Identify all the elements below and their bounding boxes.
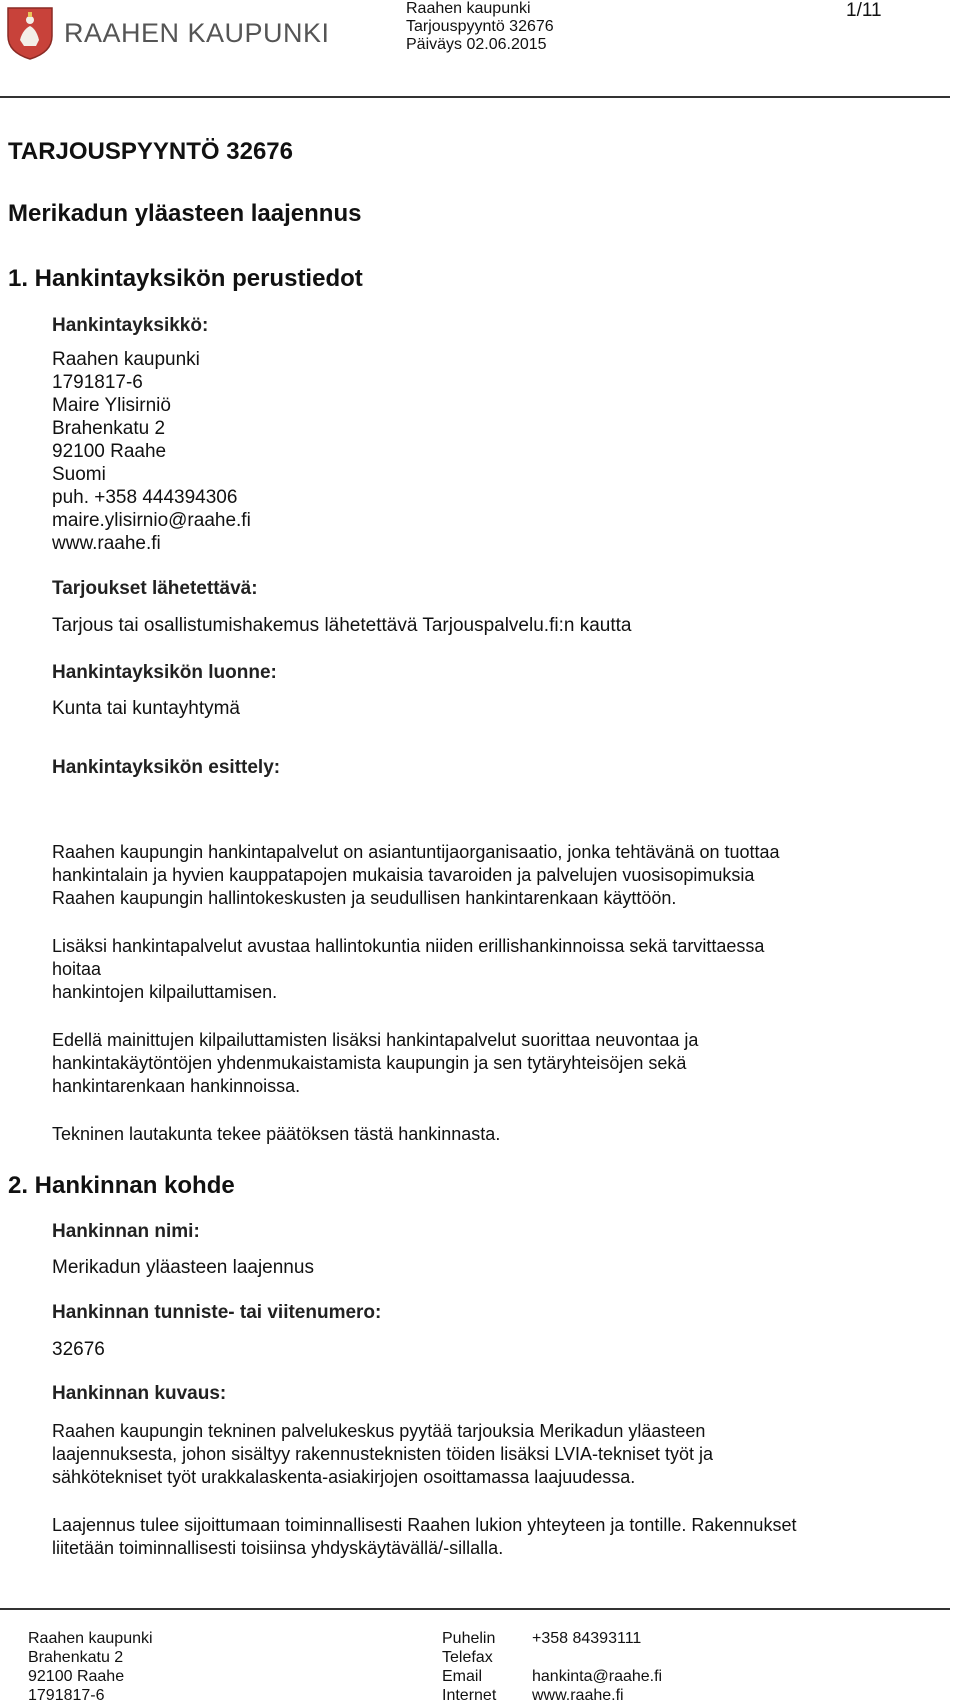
paragraph-line: hankintalain ja hyvien kauppatapojen mukaisia tavaroiden ja palvelujen vuosisopimuksia [52,865,755,885]
intro-label: Hankintayksikön esittely: [52,757,281,778]
id-text: 32676 [52,1339,105,1360]
unit-label: Hankintayksikkö: [52,315,209,336]
unit-line: 92100 Raahe [52,441,167,462]
footer-email-link[interactable]: hankinta@raahe.fi [532,1668,663,1685]
desc-paragraph-2 [52,1514,932,1560]
unit-line: puh. +358 444394306 [52,487,238,508]
footer-row [28,1667,948,1686]
paragraph-line: Raahen kaupungin tekninen palvelukeskus pyytää tarjouksia Merikadun yläasteen [52,1421,706,1441]
unit-line: Brahenkatu 2 [52,418,166,439]
paragraph-line: hankintojen kilpailuttamisen. [52,982,278,1002]
coat-of-arms-icon [6,6,54,60]
footer-label-phone: Puhelin [442,1630,496,1647]
intro-paragraph-1 [52,841,932,910]
unit-address [52,348,251,555]
intro-paragraph-4: Tekninen lautakunta tekee päätöksen tästä hankinnasta. [52,1124,501,1144]
header-date: Päiväys 02.06.2015 [406,36,547,53]
footer-row [28,1629,948,1648]
footer-street: Brahenkatu 2 [28,1649,124,1666]
paragraph-line: Raahen kaupungin hankintapalvelut on asiantuntijaorganisaatio, jonka tehtävänä on tuottaa [52,842,780,862]
name-text: Merikadun yläasteen laajennus [52,1257,314,1278]
document-subtitle: Merikadun yläasteen laajennus [8,200,362,227]
paragraph-line: sähkötekniset työt urakkalaskenta-asiakirjojen osoittamassa laajuudessa. [52,1467,636,1487]
footer-fax [532,1648,832,1667]
send-label: Tarjoukset lähetettävä: [52,578,258,599]
intro-paragraph-3 [52,1029,932,1098]
footer-business-id: 1791817-6 [28,1687,105,1704]
nature-label: Hankintayksikön luonne: [52,662,277,683]
paragraph-line: hoitaa [52,959,102,979]
footer-divider [0,1608,950,1610]
paragraph-line: hankintakäytöntöjen yhdenmukaistamista kaupungin ja sen tytäryhteisöjen sekä [52,1053,687,1073]
paragraph-line: Lisäksi hankintapalvelut avustaa hallintokuntia niiden erillishankinnoissa sekä tarvittaessa [52,936,765,956]
city-logo [6,6,330,60]
footer-city: 92100 Raahe [28,1668,125,1685]
footer-row [28,1686,948,1705]
footer-label-email: Email [442,1668,483,1685]
desc-paragraph-1 [52,1420,932,1489]
paragraph-line: hankintarenkaan hankinnoissa. [52,1076,301,1096]
paragraph-line: laajennuksesta, johon sisältyy rakennusteknisten töiden lisäksi LVIA-tekniset työt ja [52,1444,714,1464]
header-org: Raahen kaupunki [406,0,531,17]
logo-wordmark: RAAHEN KAUPUNKI [64,17,330,48]
footer-website-link[interactable]: www.raahe.fi [532,1687,624,1704]
paragraph-line: Raahen kaupungin hallintokeskusten ja seudullisen hankintarenkaan käyttöön. [52,888,677,908]
section1-heading: 1. Hankintayksikön perustiedot [8,265,363,292]
header-doc-ref: Tarjouspyyntö 32676 [406,18,554,35]
document-header-info [406,0,554,54]
paragraph-line: Edellä mainittujen kilpailuttamisten lisäksi hankintapalvelut suorittaa neuvontaa ja [52,1030,699,1050]
unit-line: Raahen kaupunki [52,349,200,370]
unit-line: Maire Ylisirniö [52,395,171,416]
footer-label-fax: Telefax [442,1649,493,1666]
paragraph-line: liitetään toiminnallisesti toisiinsa yhdyskäytävällä/-sillalla. [52,1538,504,1558]
unit-line: 1791817-6 [52,372,143,393]
name-label: Hankinnan nimi: [52,1221,200,1242]
unit-line: www.raahe.fi [52,533,161,554]
footer-label-internet: Internet [442,1687,497,1704]
send-text: Tarjous tai osallistumishakemus lähetettävä Tarjouspalvelu.fi:n kautta [52,615,632,636]
page-footer [28,1629,948,1705]
paragraph-line: Laajennus tulee sijoittumaan toiminnallisesti Raahen lukion yhteyteen ja tontille. Rakennukset [52,1515,797,1535]
footer-row [28,1648,948,1667]
footer-phone: +358 84393111 [532,1630,642,1647]
section2-heading: 2. Hankinnan kohde [8,1172,235,1199]
intro-paragraph-2 [52,935,932,1004]
id-label: Hankinnan tunniste- tai viitenumero: [52,1302,382,1323]
desc-label: Hankinnan kuvaus: [52,1383,227,1404]
nature-text: Kunta tai kuntayhtymä [52,698,240,719]
page-number: 1/11 [846,0,882,21]
document-title: TARJOUSPYYNTÖ 32676 [8,138,293,165]
footer-org: Raahen kaupunki [28,1630,153,1647]
unit-line: Suomi [52,464,106,485]
header-divider [0,96,950,98]
unit-line: maire.ylisirnio@raahe.fi [52,510,251,531]
